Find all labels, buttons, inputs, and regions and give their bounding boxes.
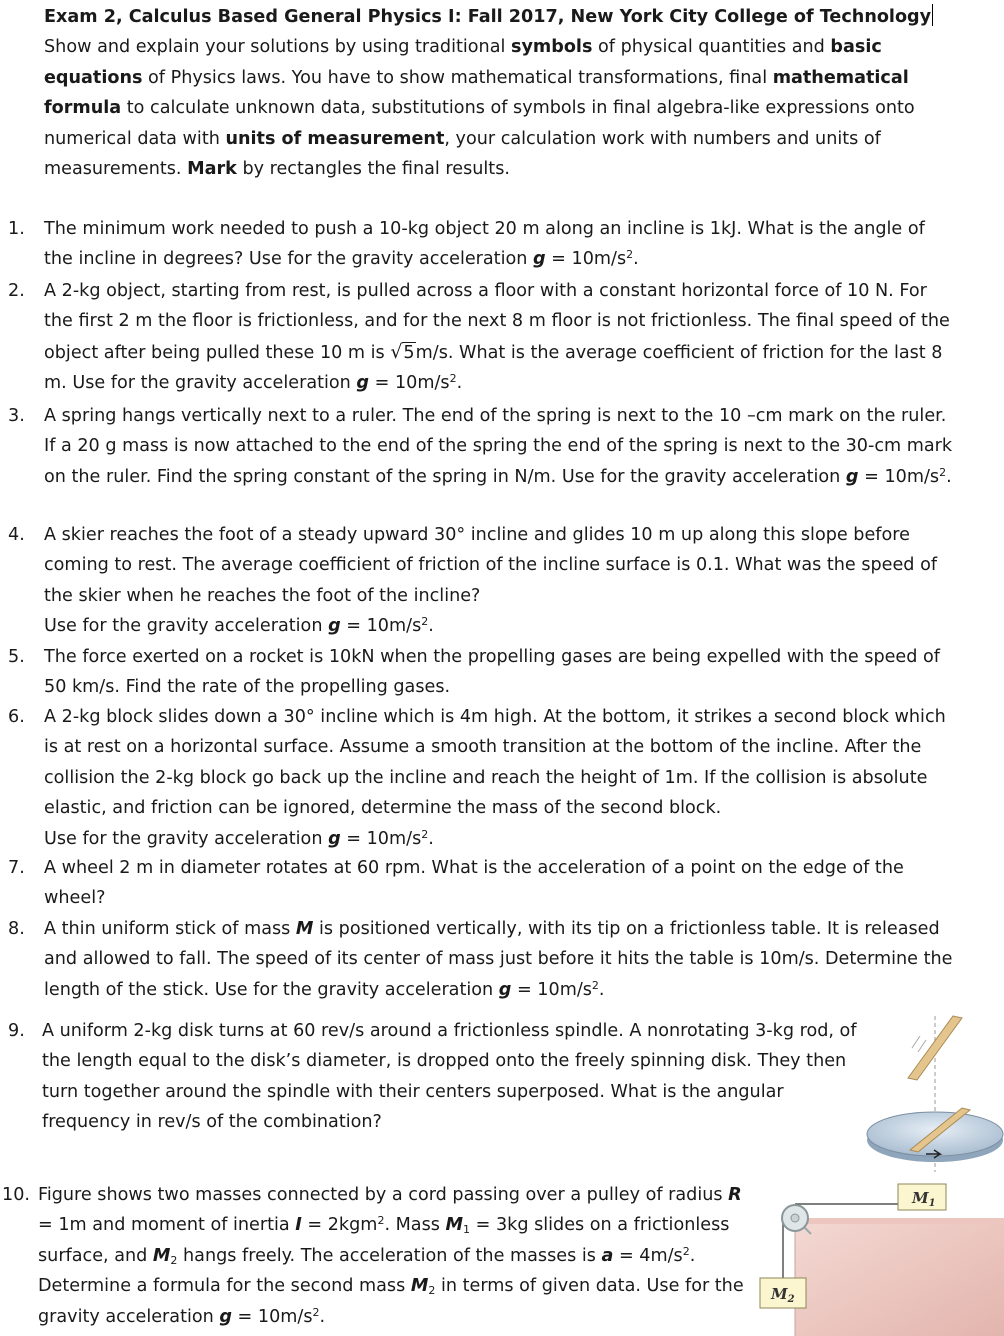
question-text: A thin uniform stick of mass M is positioned vertically, with its tip on a frictionless table. It is released and allowed to fall. The speed of its center of mass just before it hits the table is 10m/s. Determine the length of the stick. Use for the gravity acceleration $g = 10m/s^2$. [44,919,953,1000]
question-text: A skier reaches the foot of a steady upward 30° incline and glides 10 m up along this slope before coming to rest. The average coefficient of friction of the incline surface is 0.1. What was the speed of the skier when he reaches the foot of the incline? Use for the gravity acceleration $g = 10m/s^2$. [44,525,938,637]
pulley-axle [791,1214,799,1222]
question-number: 8. [8,919,25,939]
question-number: 5. [8,647,25,667]
question-number: 9. [8,1021,25,1041]
question-text: The force exerted on a rocket is 10kN when the propelling gases are being expelled with the speed of 50 km/s. Find the rate of the propelling gases. [44,647,940,698]
question-text: A uniform 2-kg disk turns at 60 rev/s around a frictionless spindle. A nonrotating 3-kg rod, of the length equal to the disk’s diameter, is dropped onto the freely spinning disk. They then turn together around the spindle with their centers superposed. What is the angular frequency in rev/s of the combination? [42,1021,857,1133]
exam-title: Exam 2, Calculus Based General Physics I: Fall 2017, New York City College of Technology [44,2,949,32]
question-number: 4. [8,525,25,545]
question-number: 10. [2,1185,30,1205]
disk-rod-figure [860,1012,1004,1176]
question-text: A 2-kg object, starting from rest, is pulled across a floor with a constant horizontal force of 10 N. For the first 2 m the floor is frictionless, and for the next 8 m floor is not frictionless. The final speed of the object after being pulled these 10 m is √5m/s. What is the average coefficient of friction for the last 8 m. Use for the gravity acceleration $g = 10m/s^2$. [44,281,950,394]
question-text: A spring hangs vertically next to a ruler. The end of the spring is next to the 10 –cm mark on the ruler. If a 20 g mass is now attached to the end of the spring the end of the spring is next to the 30-cm mark on the ruler. Find the spring constant of the spring in N/m. Use for the gravity acceleration $g = 10m/s^2$. [44,406,953,487]
exam-header [44,2,949,184]
question-text: The minimum work needed to push a 10-kg object 20 m along an incline is 1kJ. What is the angle of the incline in degrees? Use for the gravity acceleration $g = 10m/s^2$. [44,219,925,270]
mass-m1-label: $M_1$ [912,1189,936,1209]
exam-instructions: Show and explain your solutions by using traditional symbols of physical quantities and basic equations of Physics laws. You have to show mathematical transformations, final mathematical formula to calculate unknown data, substitutions of symbols in final algebra-like expressions onto numerical data with units of measurement, your calculation work with numbers and units of measurements. Mark by rectangles the final results. [44,37,915,180]
question-number: 1. [8,219,25,239]
question-text: A 2-kg block slides down a 30° incline which is 4m high. At the bottom, it strikes a second block which is at rest on a horizontal surface. Assume a smooth transition at the bottom of the incline. After the collision the 2-kg block go back up the incline and reach the height of 1m. If the collision is absolute elastic, and friction can be ignored, determine the mass of the second block. Use for the gravity acceleration $g = 10m/s^2$. [44,707,946,849]
text-cursor [932,4,933,26]
motion-lines [912,1036,926,1052]
question-number: 6. [8,707,25,727]
mass-m2-label: $M_2$ [771,1285,795,1305]
table-top [795,1218,1004,1224]
pulley-masses-figure [755,1178,1004,1336]
question-text: A wheel 2 m in diameter rotates at 60 rpm. What is the acceleration of a point on the edge of the wheel? [44,858,904,909]
question-text: Figure shows two masses connected by a cord passing over a pulley of radius R = 1m and moment of inertia I = 2kgm$^2$. Mass $M_1 = 3kg$ slides on a frictionless surface, and $M_2$ hangs freely. The acceleration of the masses is $a = 4m/s^2$. Determine a formula for the second mass $M_2$ in terms of given data. Use for the gravity acceleration $g = 10m/s^2$. [38,1185,744,1327]
question-number: 7. [8,858,25,878]
question-number: 3. [8,406,25,426]
table-block [795,1218,1004,1336]
question-number: 2. [8,281,25,301]
